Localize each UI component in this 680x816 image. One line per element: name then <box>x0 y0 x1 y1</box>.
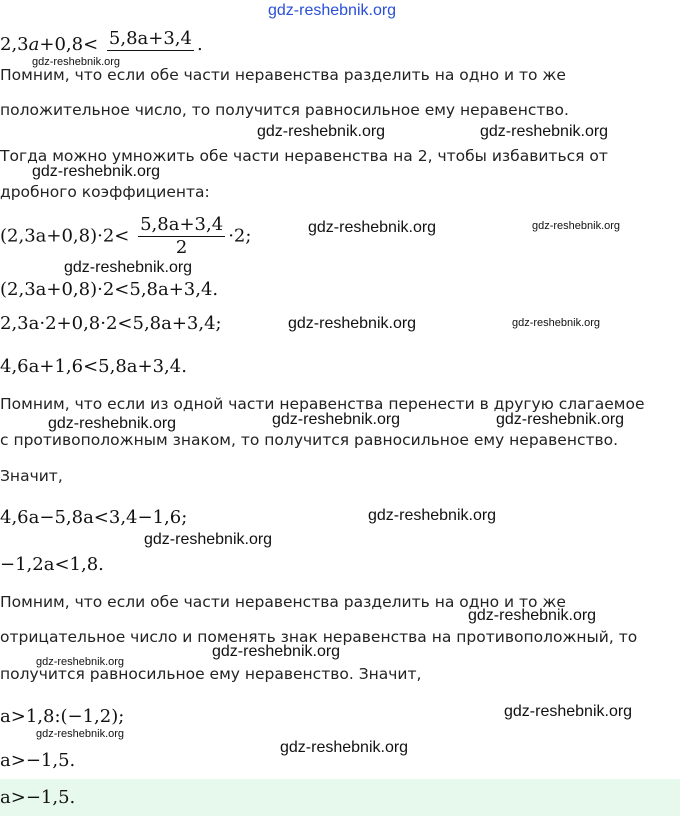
math-variable: a <box>28 34 40 55</box>
math-line-4: 2,3a·2+0,8·2<5,8a+3,4; <box>0 313 222 334</box>
paragraph-5c: получится равносильное ему неравенство. Значит, <box>0 665 422 683</box>
watermark: gdz-reshebnik.org <box>32 163 161 180</box>
math-line-2 <box>0 214 251 259</box>
watermark: gdz-reshebnik.org <box>496 411 625 428</box>
paragraph-3b: с противоположным знаком, то получится равносильное ему неравенство. <box>0 431 619 449</box>
watermark: gdz-reshebnik.org <box>48 415 177 432</box>
paragraph-1b: положительное число, то получится равносильное ему неравенство. <box>0 101 569 119</box>
fraction <box>138 214 225 259</box>
math-line-7: −1,2a<1,8. <box>0 554 104 575</box>
watermark: gdz-reshebnik.org <box>480 123 609 140</box>
math-line-3: (2,3a+0,8)·2<5,8a+3,4. <box>0 279 219 300</box>
math-line-6: 4,6a−5,8a<3,4−1,6; <box>0 507 188 528</box>
paragraph-4: Значит, <box>0 467 63 485</box>
math-fragment: (2,3a+0,8)·2< <box>0 225 130 247</box>
watermark: gdz-reshebnik.org <box>512 317 601 329</box>
math-line-8: a>1,8:(−1,2); <box>0 706 125 727</box>
math-fragment: 2,3 <box>0 34 29 55</box>
watermark: gdz-reshebnik.org <box>272 411 401 428</box>
watermark: gdz-reshebnik.org <box>308 219 437 236</box>
watermark: gdz-reshebnik.org <box>532 220 621 232</box>
paragraph-3a: Помним, что если из одной части неравенства перенести в другую слагаемое <box>0 395 645 413</box>
watermark: gdz-reshebnik.org <box>268 2 397 19</box>
math-line-9: a>−1,5. <box>0 750 76 771</box>
watermark: gdz-reshebnik.org <box>468 607 597 624</box>
watermark: gdz-reshebnik.org <box>280 739 409 756</box>
paragraph-1a: Помним, что если обе части неравенства разделить на одно и то же <box>0 66 566 84</box>
paragraph-2b: дробного коэффициента: <box>0 183 210 201</box>
watermark: gdz-reshebnik.org <box>36 728 125 740</box>
paragraph-5a: Помним, что если обе части неравенства разделить на одно и то же <box>0 593 566 611</box>
math-fragment: +0,8< <box>39 34 99 55</box>
watermark: gdz-reshebnik.org <box>368 507 497 524</box>
watermark: gdz-reshebnik.org <box>144 531 273 548</box>
watermark: gdz-reshebnik.org <box>32 56 121 68</box>
math-fragment: ·2; <box>228 225 252 247</box>
watermark: gdz-reshebnik.org <box>257 123 386 140</box>
math-line-5: 4,6a+1,6<5,8a+3,4. <box>0 356 187 377</box>
watermark: gdz-reshebnik.org <box>504 703 633 720</box>
watermark: gdz-reshebnik.org <box>212 643 341 660</box>
watermark: gdz-reshebnik.org <box>64 259 193 276</box>
fraction-numerator: 5,8a+3,4 <box>140 214 224 235</box>
paragraph-5b: отрицательное число и поменять знак неравенства на противоположный, то <box>0 628 638 646</box>
math-line-1 <box>0 28 203 57</box>
fraction <box>107 28 194 54</box>
fraction-denominator: 2 <box>175 237 188 258</box>
watermark: gdz-reshebnik.org <box>36 656 125 668</box>
answer-box <box>0 779 680 816</box>
fraction-numerator: 5,8a+3,4 <box>108 28 192 49</box>
paragraph-2a: Тогда можно умножить обе части неравенства на 2, чтобы избавиться от <box>0 147 608 165</box>
math-fragment: . <box>196 34 203 55</box>
answer-text: a>−1,5. <box>0 787 76 808</box>
watermark: gdz-reshebnik.org <box>288 315 417 332</box>
